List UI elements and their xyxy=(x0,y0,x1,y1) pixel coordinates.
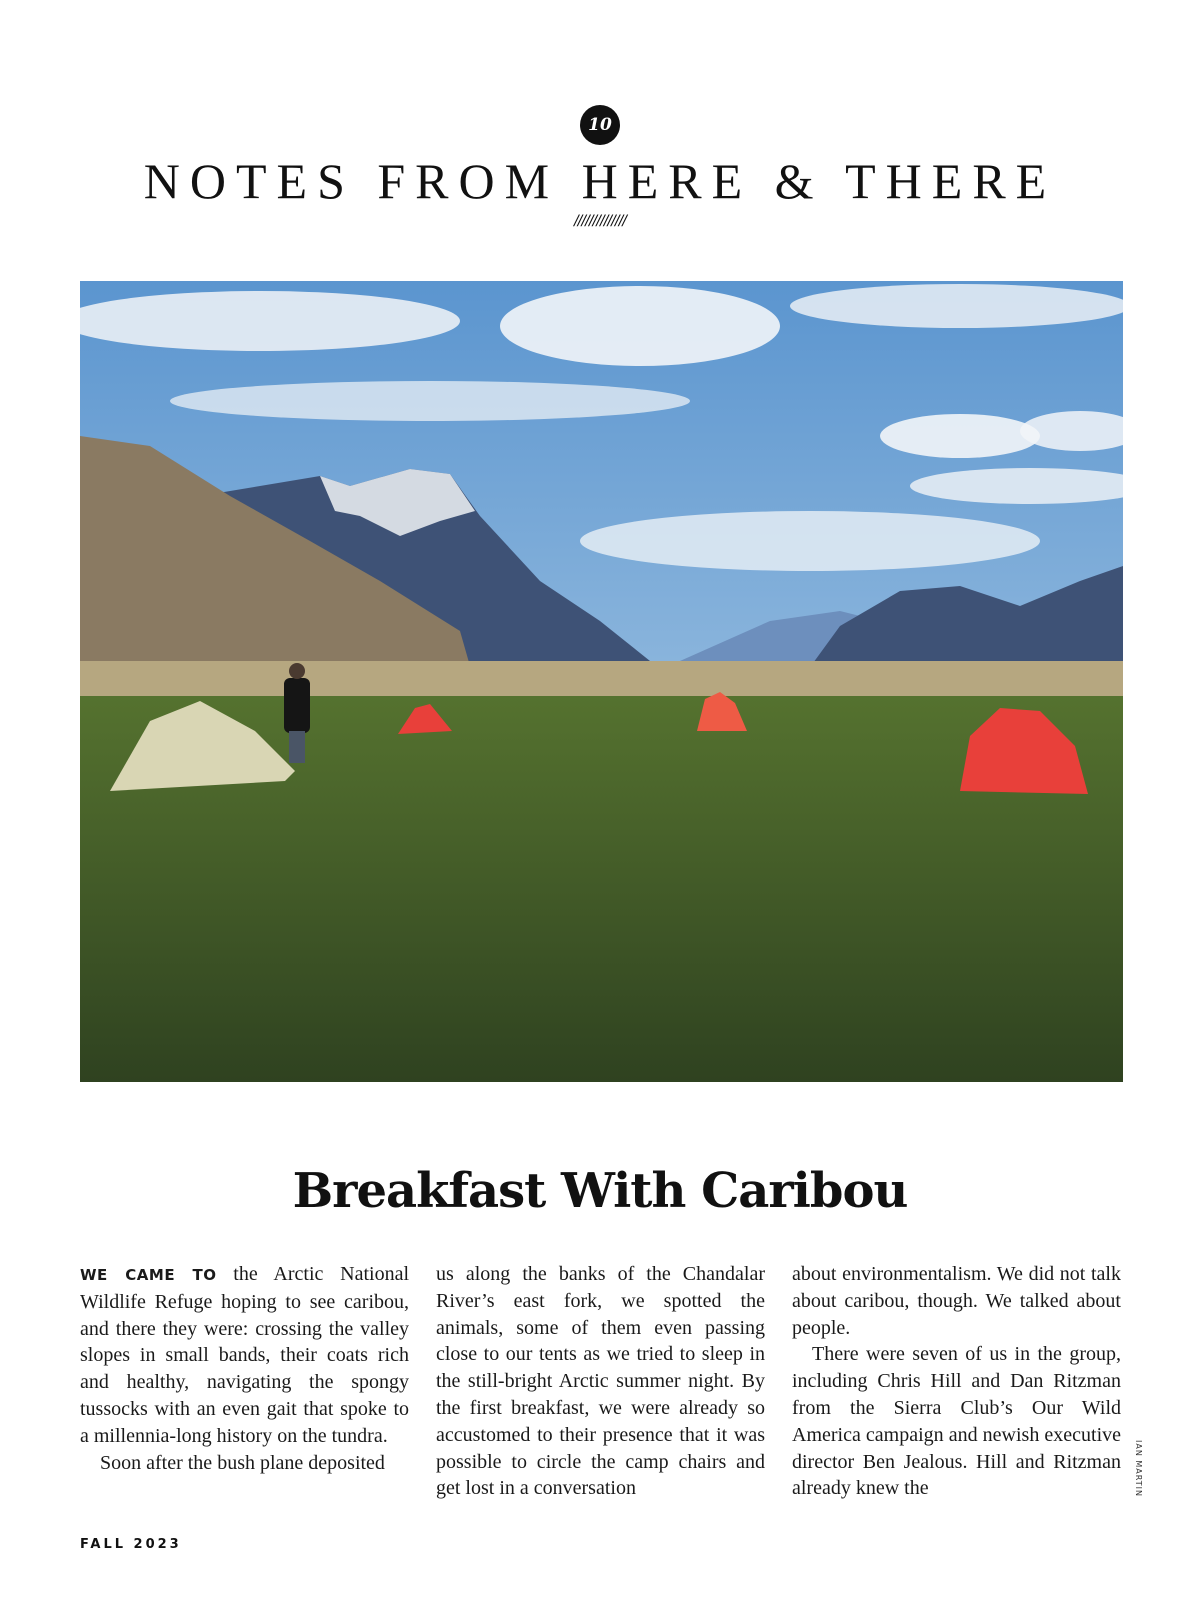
cloud xyxy=(790,284,1123,328)
paragraph-1 xyxy=(80,1261,409,1450)
paragraph-2-start: Soon after the bush plane deposited xyxy=(100,1451,385,1474)
hiker-head xyxy=(289,663,305,679)
paragraph-2: us along the banks of the Chandalar River’s east fork, we spotted the animals, some of them even passing close to our tents as we tried to sleep in the still-bright Arctic summer night. By the first breakfast, we were already so accustomed to their presence that it was possible to circle the camp chairs and get lost in a conversation xyxy=(436,1263,765,1500)
article-headline: Breakfast With Caribou xyxy=(292,1163,908,1219)
paragraph-2-end: about environmentalism. We did not talk about caribou, though. We talked about people. xyxy=(792,1263,1121,1339)
tundra-camp-photo xyxy=(80,281,1123,1082)
paragraph-3: There were seven of us in the group, including Chris Hill and Dan Ritzman from the Sierra Club’s Our Wild America campaign and newish executive director Ben Jealous. Hill and Ritzman already knew the xyxy=(792,1343,1121,1500)
column-1 xyxy=(80,1261,409,1502)
cloud xyxy=(170,381,690,421)
section-ornament: ////////////// xyxy=(573,213,627,229)
article-body xyxy=(80,1261,1123,1502)
hiker-legs xyxy=(289,731,305,763)
photo-credit: IAN MARTIN xyxy=(1134,1440,1143,1497)
column-2 xyxy=(436,1261,765,1502)
cloud xyxy=(580,511,1040,571)
cloud xyxy=(880,414,1040,458)
section-title: NOTES FROM HERE & THERE xyxy=(143,153,1057,209)
valley-plain xyxy=(80,661,1123,701)
column-3 xyxy=(792,1261,1121,1502)
hiker-body xyxy=(284,678,310,733)
paragraph-1-text: the Arctic National Wildlife Refuge hoping to see caribou, and there they were: crossing the valley slopes in small bands, their coats rich and healthy, navigating the spongy tussocks with an even gait that spoke to a millennia-long history on the tundra. xyxy=(80,1263,410,1447)
lead-in: WE CAME TO xyxy=(80,1266,217,1284)
page-number-badge: 10 xyxy=(580,105,620,145)
issue-footer: FALL 2023 xyxy=(80,1537,182,1552)
cloud xyxy=(500,286,780,366)
